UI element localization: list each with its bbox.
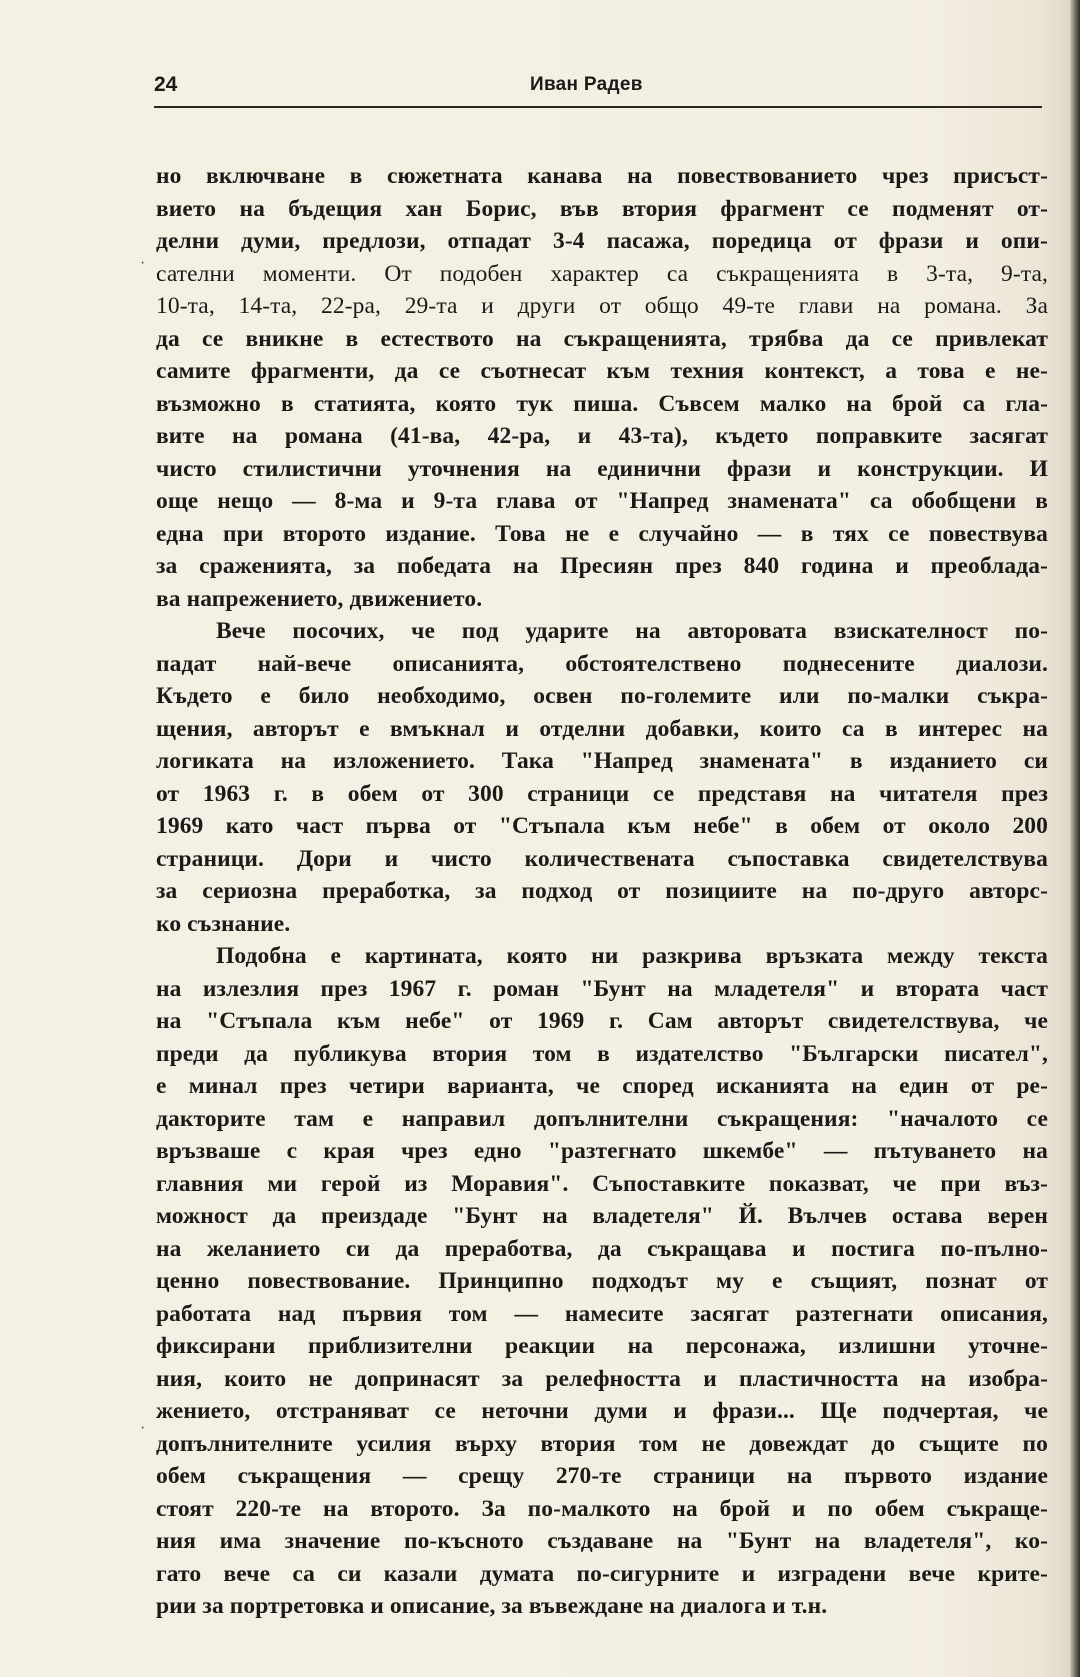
margin-dot: · xyxy=(140,255,146,272)
page-header xyxy=(154,70,1044,104)
text-line: гато вече са си казали думата по-сигурните и изградени вече крите- xyxy=(156,1560,1048,1587)
text-line: стоят 220-те на второто. За по-малкото на брой и по обем съкраще- xyxy=(156,1495,1048,1522)
header-rule xyxy=(154,106,1042,108)
text-line: Където е било необходимо, освен по-големите или по-малки съкра- xyxy=(156,683,1048,709)
text-line: за сраженията, за победата на Пресиян през 840 година и преоблада- xyxy=(156,553,1048,579)
text-line: на "Стъпала към небе" от 1969 г. Сам авторът свидетелствува, че xyxy=(156,1008,1048,1034)
text-line: жението, отстраняват се неточни думи и фрази... Ще подчертая, че xyxy=(156,1398,1048,1424)
text-line: да се вникне в естеството на съкращенията, трябва да се привлекат xyxy=(156,325,1048,352)
margin-dot: · xyxy=(140,1420,146,1437)
text-line: главния ми герой из Моравия". Съпоставките показват, че при въз- xyxy=(156,1170,1048,1197)
text-line: падат най-вече описанията, обстоятелствено поднесените диалози. xyxy=(156,650,1048,677)
text-line: ния има значение по-късното създаване на "Бунт на владетеля", ко- xyxy=(156,1528,1048,1554)
text-line: на желанието си да преработва, да съкращава и постига по-пълно- xyxy=(156,1235,1048,1262)
text-line: обем съкращения — срещу 270-те страници на първото издание xyxy=(156,1463,1048,1489)
text-line: на излезлия през 1967 г. роман "Бунт на младетеля" и втората част xyxy=(156,975,1048,1002)
text-line: вите на романа (41-ва, 42-ра, и 43-та), където поправките засягат xyxy=(156,423,1048,449)
text-line: връзваше с края чрез едно "разтегнато шкембе" — пътуването на xyxy=(156,1138,1048,1164)
text-line: страници. Дори и чисто количествената съпоставка свидетелствува xyxy=(156,845,1048,872)
text-line: но включване в сюжетната канава на повествованието чрез присъст- xyxy=(156,163,1048,189)
text-line: възможно в статията, която тук пиша. Съвсем малко на брой са гла- xyxy=(156,390,1048,417)
text-line: допълнителните усилия върху втория том не довеждат до същите по xyxy=(156,1430,1048,1457)
text-line: за сериозна преработка, за подход от позициите на по-друго авторс- xyxy=(156,878,1048,904)
text-line: от 1963 г. в обем от 300 страници се представя на читателя през xyxy=(156,780,1048,807)
text-line: логиката на изложението. Така "Напред знамената" в изданието си xyxy=(156,748,1048,774)
text-line: ния, които не допринасят за релефността и пластичността на изобра- xyxy=(156,1365,1048,1392)
text-line: преди да публикува втория том в издателство "Български писател", xyxy=(156,1040,1048,1067)
text-line: рии за портретовка и описание, за въвеждане на диалога и т.н. xyxy=(156,1593,828,1619)
text-line: вието на бъдещия хан Борис, във втория фрагмент се подменят от- xyxy=(156,195,1048,222)
running-title: Иван Радев xyxy=(530,74,643,95)
text-line: още нещо — 8-ма и 9-та глава от "Напред знамената" са обобщени в xyxy=(156,488,1048,514)
text-line: фиксирани приблизителни реакции на персонажа, излишни уточне- xyxy=(156,1333,1048,1359)
text-line: щения, авторът е вмъкнал и отделни добавки, които са в интерес на xyxy=(156,715,1048,742)
text-line: сателни моменти. От подобен характер са съкращенията в 3-та, 9-та, xyxy=(156,260,1048,287)
text-line: дакторите там е направил допълнителни съкращения: "началото се xyxy=(156,1105,1048,1132)
text-line: ценно повествование. Принципно подходът му е същият, познат от xyxy=(156,1268,1048,1294)
text-line: самите фрагменти, да се съотнесат към техния контекст, а това е не- xyxy=(156,358,1048,384)
text-line: Вече посочих, че под ударите на авторовата взискателност по- xyxy=(216,618,1048,644)
text-line: можност да преиздаде "Бунт на владетеля" Й. Вълчев остава верен xyxy=(156,1203,1048,1229)
text-line: делни думи, предлози, отпадат 3-4 пасажа, поредица от фрази и опи- xyxy=(156,228,1048,254)
text-line: е минал през четири варианта, че според исканията на един от ре- xyxy=(156,1073,1048,1099)
body-text xyxy=(156,160,1048,1623)
text-line: 1969 като част първа от "Стъпала към небе" в обем от около 200 xyxy=(156,813,1048,839)
text-line: ко съзнание. xyxy=(156,910,291,937)
book-spine-shadow xyxy=(1070,0,1080,1677)
text-line: работата над първия том — намесите засягат разтегнати описания, xyxy=(156,1300,1048,1327)
text-line: една при второто издание. Това не е случайно — в тях се повествува xyxy=(156,520,1048,547)
text-line: чисто стилистични уточнения на единични фрази и конструкции. И xyxy=(156,455,1048,482)
text-line: Подобна е картината, която ни разкрива връзката между текста xyxy=(216,943,1048,969)
text-line: ва напрежението, движението. xyxy=(156,585,483,612)
text-line: 10-та, 14-та, 22-ра, 29-та и други от общо 49-те глави на романа. За xyxy=(156,293,1048,319)
page-number: 24 xyxy=(154,73,178,96)
